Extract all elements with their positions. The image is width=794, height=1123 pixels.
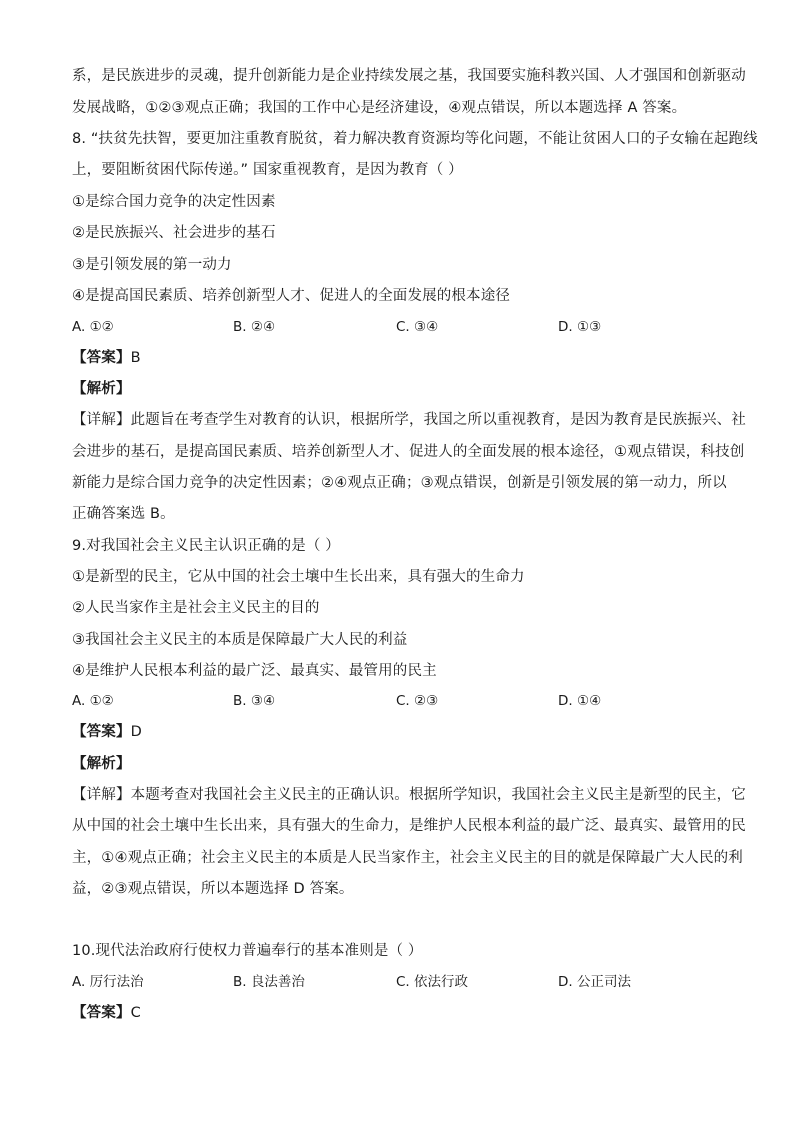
prev-explanation-line-2: 发展战略，①②③观点正确；我国的工作中心是经济建设，④观点错误，所以本题选择 A 答案。 <box>72 100 687 116</box>
q8-option-a: A. ①② <box>72 319 114 335</box>
q8-analysis-label: 【解析】 <box>72 381 131 397</box>
q8-stem-line-1: 8. “扶贫先扶智，要更加注重教育脱贫，着力解决教育资源均等化问题，不能让贫困人口的子女输在起跑线 <box>72 131 758 147</box>
answer-label: 【答案】 <box>72 1005 131 1021</box>
q10-answer <box>72 1003 724 1023</box>
answer-value: D <box>130 724 142 740</box>
q9-item-4: ④是维护人民根本利益的最广泛、最真实、最管用的民主 <box>72 663 437 679</box>
q9-option-b: B. ③④ <box>233 693 276 709</box>
q9-detail-line-1: 【详解】本题考查对我国社会主义民主的正确认识。根据所学知识，我国社会主义民主是新型的民主，它 <box>72 787 746 803</box>
answer-label: 【答案】 <box>72 724 131 740</box>
q8-item-3: ③是引领发展的第一动力 <box>72 257 232 273</box>
q8-detail-line-2: 会进步的基石，是提高国民素质、培养创新型人才、促进人的全面发展的根本途径，①观点错误，科技创 <box>72 444 745 460</box>
q9-detail-line-4: 益，②③观点错误，所以本题选择 D 答案。 <box>72 881 354 897</box>
q9-analysis-label: 【解析】 <box>72 756 131 772</box>
q8-detail-line-3: 新能力是综合国力竞争的决定性因素；②④观点正确；③观点错误，创新是引领发展的第一动力，所以 <box>72 475 727 491</box>
q9-answer <box>72 722 724 742</box>
q10-option-b: B. 良法善治 <box>233 974 305 990</box>
q9-option-a: A. ①② <box>72 693 114 709</box>
q8-item-2: ②是民族振兴、社会进步的基石 <box>72 225 276 241</box>
q8-answer <box>72 348 724 368</box>
q8-option-b: B. ②④ <box>233 319 276 335</box>
q9-item-3: ③我国社会主义民主的本质是保障最广大人民的利益 <box>72 632 408 648</box>
q9-item-2: ②人民当家作主是社会主义民主的目的 <box>72 600 320 616</box>
q10-option-c: C. 依法行政 <box>396 974 469 990</box>
q9-item-1: ①是新型的民主，它从中国的社会土壤中生长出来，具有强大的生命力 <box>72 569 525 585</box>
q8-detail-line-1: 【详解】此题旨在考查学生对教育的认识，根据所学，我国之所以重视教育，是因为教育是民族振兴、社 <box>72 412 746 428</box>
q8-option-d: D. ①③ <box>558 319 602 335</box>
q10-stem: 10.现代法治政府行使权力普遍奉行的基本准则是（ ） <box>72 943 423 959</box>
q8-detail-line-4: 正确答案选 B。 <box>72 506 175 522</box>
answer-value: B <box>130 350 141 366</box>
q8-option-c: C. ③④ <box>396 319 439 335</box>
q9-detail-line-3: 主，①④观点正确；社会主义民主的本质是人民当家作主，社会主义民主的目的就是保障最广大人民的利 <box>72 850 743 866</box>
answer-label: 【答案】 <box>72 350 131 366</box>
q8-item-1: ①是综合国力竞争的决定性因素 <box>72 194 276 210</box>
prev-explanation-line-1: 系，是民族进步的灵魂，提升创新能力是企业持续发展之基，我国要实施科教兴国、人才强国和创新驱动 <box>72 68 746 84</box>
q9-detail-line-2: 从中国的社会土壤中生长出来，具有强大的生命力，是维护人民根本利益的最广泛、最真实、最管用的民 <box>72 818 746 834</box>
q8-item-4: ④是提高国民素质、培养创新型人才、促进人的全面发展的根本途径 <box>72 288 510 304</box>
answer-value: C <box>130 1005 141 1021</box>
q10-option-d: D. 公正司法 <box>558 974 631 990</box>
q8-stem-line-2: 上，要阻断贫困代际传递。” 国家重视教育，是因为教育（ ） <box>72 162 463 178</box>
q9-option-d: D. ①④ <box>558 693 602 709</box>
q9-option-c: C. ②③ <box>396 693 439 709</box>
q9-stem: 9.对我国社会主义民主认识正确的是（ ） <box>72 538 340 554</box>
q10-option-a: A. 厉行法治 <box>72 974 144 990</box>
